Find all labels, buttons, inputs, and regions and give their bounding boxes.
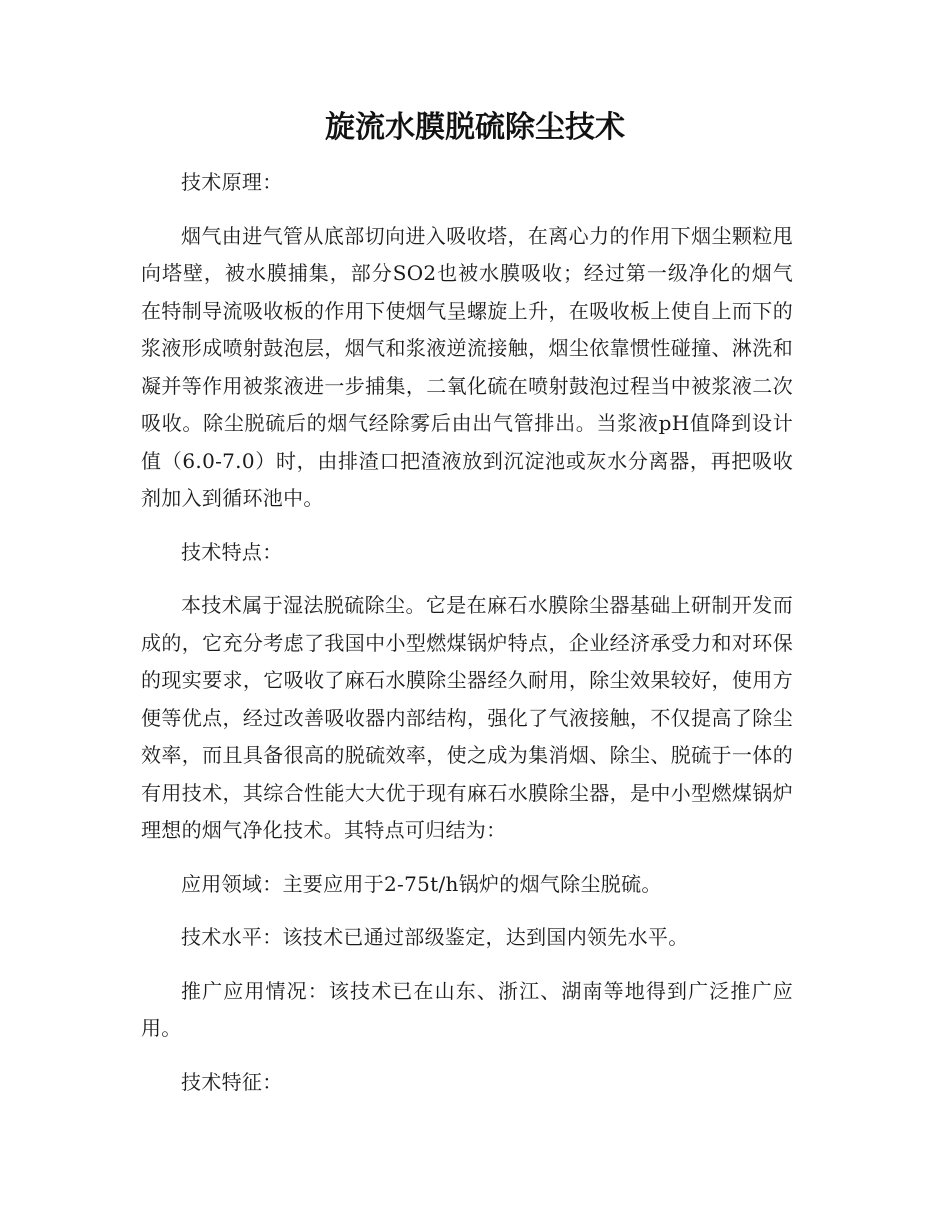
section-heading-principle: 技术原理： xyxy=(181,170,283,194)
paragraph-technical-level: 技术水平：该技术已通过部级鉴定，达到国内领先水平。 xyxy=(181,925,689,949)
section-heading-features: 技术特点： xyxy=(181,539,283,564)
paragraph-promotion-status: 推广应用情况：该技术已在山东、浙江、湖南等地得到广泛推广应用。 xyxy=(141,978,793,1040)
paragraph-application-field: 应用领域：主要应用于2-75t/h锅炉的烟气除尘脱硫。 xyxy=(181,871,662,896)
document-title: 旋流水膜脱硫除尘技术 xyxy=(325,110,625,145)
paragraph-features: 本技术属于湿法脱硫除尘。它是在麻石水膜除尘器基础上研制开发而成的，它充分考虑了我国中小型燃煤锅炉特点，企业经济承受力和对环保的现实要求，它吸收了麻石水膜除尘器经久耐用，除尘效果较好，使用方便等优点，经过改善吸收器内部结构，强化了气液接触，不仅提高了除尘效率，而且具备很高的脱硫效率，使之成为集消烟、除尘、脱硫于一体的有用技术，其综合性能大大优于现有麻石水膜除尘器，是中小型燃煤锅炉理想的烟气净化技术。其特点可归结为： xyxy=(141,593,793,842)
paragraph-principle: 烟气由进气管从底部切向进入吸收塔，在离心力的作用下烟尘颗粒甩向塔壁，被水膜捕集，部分SO2也被水膜吸收；经过第一级净化的烟气在特制导流吸收板的作用下使烟气呈螺旋上升，在吸收板上使自上而下的浆液形成喷射鼓泡层，烟气和浆液逆流接触，烟尘依靠惯性碰撞、淋洗和凝并等作用被浆液进一步捕集，二氧化硫在喷射鼓泡过程当中被浆液二次吸收。除尘脱硫后的烟气经除雾后由出气管排出。当浆液pH值降到设计值（6.0-7.0）时，由排渣口把渣液放到沉淀池或灰水分离器，再把吸收剂加入到循环池中。 xyxy=(141,223,793,510)
document-body xyxy=(141,164,793,1117)
section-heading-characteristics: 技术特征： xyxy=(181,1069,283,1094)
